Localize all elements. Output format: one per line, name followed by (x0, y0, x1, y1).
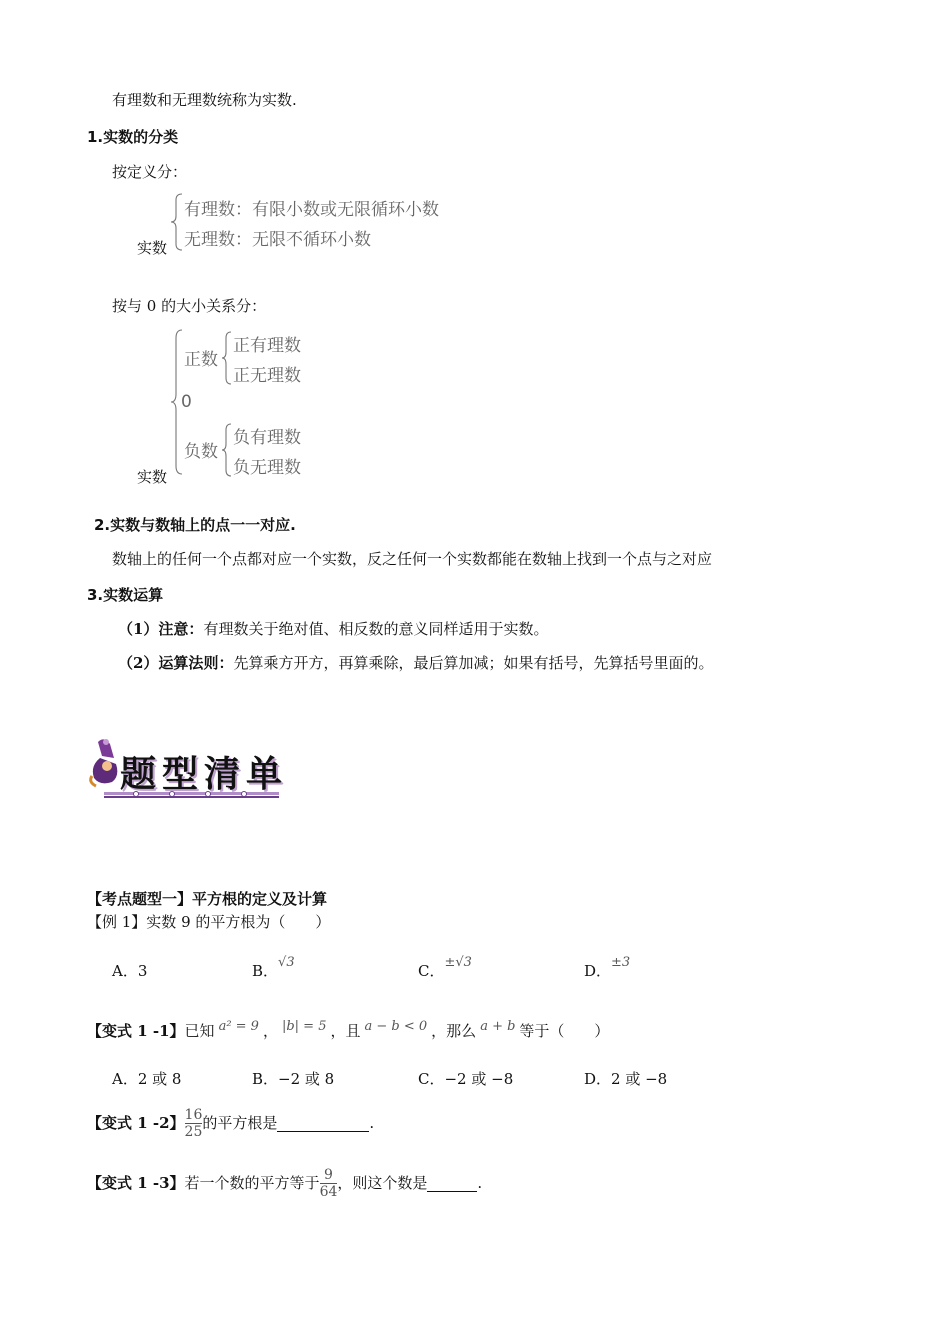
by-zero-label: 按与 0 的大小关系分： (112, 297, 267, 315)
variant-1-1-label: 【变式 1 -1】 (87, 1022, 185, 1040)
variant-1-1-math-2: |b| = 5 (281, 1019, 327, 1034)
topic-1-title: 【考点题型一】平方根的定义及计算 (87, 890, 328, 908)
note-2-label: （2）运算法则： (118, 654, 234, 672)
positive-item-rational: 正有理数 (233, 336, 301, 356)
example-1-option-d (584, 955, 631, 983)
fraction-denominator: 25 (184, 1123, 203, 1140)
variant-1-1 (87, 1021, 609, 1043)
variant-1-1-math-1: a² = 9 (218, 1019, 259, 1034)
variant-1-1-option-c (418, 1069, 513, 1089)
option-value: −2 或 8 (278, 1070, 335, 1088)
fraction-denominator: 64 (319, 1183, 338, 1200)
variant-1-1-post: 等于（ ） (519, 1022, 610, 1040)
classification-root-label: 实数 (137, 239, 168, 257)
option-letter: D． (584, 1070, 612, 1088)
variant-1-2-end: . (369, 1114, 375, 1132)
variant-1-1-option-d (584, 1069, 667, 1089)
def-item-irrational: 无理数：无限不循环小数 (184, 230, 371, 250)
option-value: 2 或 −8 (611, 1070, 668, 1088)
option-letter: D． (584, 962, 612, 980)
banner-title: 题型清单 (120, 753, 289, 795)
option-value: √3 (278, 955, 295, 970)
def-item-rational: 有理数：有限小数或无限循环小数 (184, 200, 439, 220)
variant-1-1-math-4: a + b (480, 1019, 516, 1034)
variant-1-3-label: 【变式 1 -3】 (87, 1174, 185, 1192)
section-1-title: 1.实数的分类 (87, 128, 179, 146)
example-1-option-a (112, 961, 147, 981)
example-1-option-b (252, 955, 295, 983)
variant-1-3-text: 若一个数的平方等于 (184, 1174, 320, 1192)
note-2-text: 先算乘方开方，再算乘除，最后算加减；如果有括号，先算括号里面的。 (233, 654, 714, 672)
negative-label: 负数 (184, 442, 218, 462)
variant-1-1-comma-3: ，那么 (431, 1022, 477, 1040)
variant-1-1-comma-1: ， (262, 1022, 278, 1040)
left-brace-negative (221, 422, 233, 478)
variant-1-3-text-2: ，则这个数是 (337, 1174, 428, 1192)
note-1-text: 有理数关于绝对值、相反数的意义同样适用于实数。 (203, 620, 549, 638)
question-types-banner (86, 736, 289, 802)
section-3-title: 3.实数运算 (87, 586, 164, 604)
fraction-9-64 (320, 1167, 338, 1200)
variant-1-3-end: . (477, 1174, 483, 1192)
answer-blank[interactable] (427, 1175, 477, 1192)
variant-1-2-text: 的平方根是 (202, 1114, 278, 1132)
option-letter: B． (252, 1070, 279, 1088)
option-letter: C． (418, 962, 445, 980)
option-letter: C． (418, 1070, 445, 1088)
zero-label: 0 (181, 392, 192, 412)
left-brace-positive (221, 330, 233, 386)
variant-1-1-math-3: a − b < 0 (364, 1019, 428, 1034)
by-definition-label: 按定义分： (112, 163, 188, 181)
fraction-16-25 (185, 1107, 203, 1140)
variant-1-1-option-a (112, 1069, 181, 1089)
positive-item-irrational: 正无理数 (233, 366, 301, 386)
option-value: ±√3 (444, 955, 472, 970)
positive-label: 正数 (184, 350, 218, 370)
section-2-title: 2.实数与数轴上的点一一对应. (94, 516, 296, 534)
option-value: 3 (137, 962, 148, 980)
answer-blank[interactable] (277, 1115, 369, 1132)
option-letter: A． (112, 1070, 138, 1088)
example-1-stem: 【例 1】实数 9 的平方根为（ ） (87, 913, 331, 931)
option-value: 2 或 8 (137, 1070, 182, 1088)
variant-1-1-option-b (252, 1069, 334, 1089)
variant-1-3 (87, 1162, 482, 1204)
variant-1-1-pre: 已知 (184, 1022, 215, 1040)
variant-1-1-comma-2: ，且 (330, 1022, 361, 1040)
option-letter: A． (112, 962, 138, 980)
classification-root-label-2: 实数 (137, 468, 168, 486)
left-brace-definition (170, 192, 184, 252)
option-letter: B． (252, 962, 279, 980)
section-2-text: 数轴上的任何一个点都对应一个实数，反之任何一个实数都能在数轴上找到一个点与之对应 (112, 550, 713, 568)
intro-text: 有理数和无理数统称为实数. (112, 91, 297, 109)
negative-item-irrational: 负无理数 (233, 458, 301, 478)
option-value: ±3 (611, 955, 631, 970)
variant-1-2 (87, 1103, 374, 1143)
option-value: −2 或 −8 (444, 1070, 514, 1088)
negative-item-rational: 负有理数 (233, 428, 301, 448)
note-1-label: （1）注意： (118, 620, 204, 638)
variant-1-2-label: 【变式 1 -2】 (87, 1114, 185, 1132)
fraction-numerator: 9 (324, 1166, 333, 1183)
fraction-numerator: 16 (184, 1106, 203, 1123)
example-1-option-c (418, 955, 472, 983)
